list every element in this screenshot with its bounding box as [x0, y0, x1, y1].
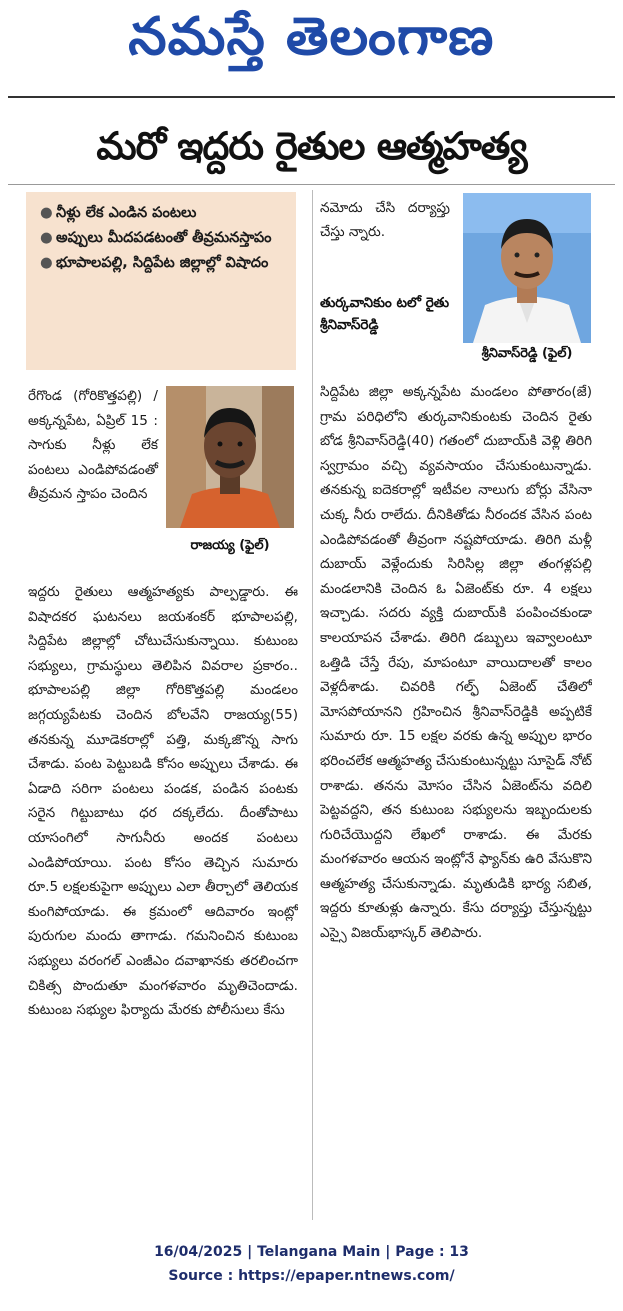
continuation-text: నమోదు చేసి దర్యాప్తు చేస్తు న్నారు. — [320, 200, 450, 240]
page-footer — [0, 1240, 623, 1288]
sub-heading: తుర్కవానికుం టలో రైతు శ్రీనివాస్‌రెడ్డి — [320, 295, 450, 333]
rajaiah-photo — [166, 386, 294, 528]
masthead-divider — [8, 96, 615, 98]
srinivas-photo-caption: శ్రీనివాస్‌రెడ్డి (ఫైల్‌) — [481, 346, 573, 361]
rajaiah-photo-caption: రాజయ్య (ఫైల్‌) — [190, 538, 270, 553]
column-divider — [312, 190, 313, 1220]
bullet-icon: ● — [40, 255, 53, 271]
footer-date-page: 16/04/2025 | Telangana Main | Page : 13 — [154, 1244, 469, 1260]
bullet-icon: ● — [40, 205, 53, 221]
article-headline: మరో ఇద్దరు రైతుల ఆత్మహత్య — [96, 124, 527, 168]
right-column-body: సిద్దిపేట జిల్లా అక్కన్నపేట మండలం పోతారం(జే) గ్రామ పరిధిలోని తుర్కవానికుంటకు చెందిన రైతు బోడ శ్రీనివాస్‌రెడ్డి(40) గతంలో దుబాయ్‌కి వెళ్లి తిరిగి స్వగ్రామం వచ్చి వ్యవసాయం చేసుకుంటున్నాడు. తనకున్న ఐదెకరాల్లో ఇటీవల నాలుగు బోర్లు వేసినా చుక్క నీరు రాలేదు. దీనికితోడు నీరందక వేసిన పంట ఎండిపోవడంతో తీవ్రంగా నష్టపోయాడు. తిరిగి మళ్లీ దుబాయ్‌ వెళ్లేందుకు సిరిసిల్ల జిల్లా తంగళ్లపల్లి మండలానికి చెందిన ఓ ఏజెంట్‌కు రూ. 4 లక్షలు ఇచ్చాడు. సదరు వ్యక్తి దుబాయ్‌కి పంపించకుండా కాలయాపన చేశాడు. తిరిగి డబ్బులు ఇవ్వాలంటూ ఒత్తిడి చేస్తే రేపు, మాపంటూ వాయిదాలతో కాలం వెళ్లదీశాడు. చివరికి గల్ఫ్‌ ఏజెంట్‌ చేతిలో మోసపోయానని గ్రహించిన శ్రీనివాస్‌రెడ్డికి అప్పటికే సుమారు రూ. 15 లక్షల వరకు ఉన్న అప్పుల భారం భరించలేక ఆత్మహత్య చేసుకుంటున్నట్టు సూసైడ్‌ నోట్‌ రాశాడు. తనను మోసం చేసిన ఏజెంట్‌ను వదిలి పెట్టవద్దని, తన కుటుంబ సభ్యులను ఇబ్బందులకు గురిచేయొద్దని లేఖలో రాశాడు. ఈ మేరకు మంగళవారం ఆయన ఇంట్లోనే ఫ్యాన్‌కు ఉరి వేసుకొని ఆత్మహత్య చేసుకున్నాడు. మృతుడికి భార్య సబిత, ఇద్దరు కూతుళ్లు ఉన్నారు. కేసు దర్యాప్తు చేస్తున్నట్టు ఎస్సై విజయ్‌భాస్కర్‌ తెలిపారు. — [320, 384, 592, 942]
headline-divider — [8, 184, 615, 185]
highlight-item: ● అప్పులు మీదపడటంతో తీవ్రమనస్తాపం — [40, 227, 288, 249]
masthead — [0, 0, 623, 90]
bullet-icon: ● — [40, 230, 53, 246]
highlights-box — [26, 192, 296, 370]
highlight-item: ● భూపాలపల్లి, సిద్దిపేట జిల్లాల్లో విషాదం — [40, 252, 288, 274]
highlight-item: ● నీళ్లు లేక ఎండిన పంటలు — [40, 202, 288, 224]
footer-source: Source : https://epaper.ntnews.com/ — [168, 1268, 455, 1284]
left-intro-text: రేగొండ (గోరికొత్తపల్లి) /అక్కన్నపేట, ఏప్రిల్‌ 15 : సాగుకు నీళ్లు లేక పంటలు ఎండిపోవడంతో తీవ్రమన స్తాపం చెందిన — [28, 388, 158, 503]
srinivas-photo — [463, 193, 591, 343]
newspaper-title: నమస్తే తెలంగాణ — [128, 6, 495, 67]
left-column-body: ఇద్దరు రైతులు ఆత్మహత్యకు పాల్పడ్డారు. ఈ విషాదకర ఘటనలు జయశంకర్‌ భూపాలపల్లి, సిద్దిపేట జిల్లాల్లో చోటుచేసుకున్నాయి. కుటుంబ సభ్యులు, గ్రామస్థులు తెలిపిన వివరాల ప్రకారం.. భూపాలపల్లి జిల్లా గోరికొత్తపల్లి మండలం జగ్గయ్యపేటకు చెందిన బోలవేని రాజయ్య(55) తనకున్న మూడెకరాల్లో పత్తి, మక్కజొన్న సాగు చేశాడు. పంట పెట్టుబడి కోసం అప్పులు చేశాడు. ఈ ఏడాది సరిగా పంటలు పండక, పండిన పంటకు సరైన గిట్టుబాటు ధర దక్కలేదు. దీంతోపాటు యాసంగిలో సాగునీరు అందక పంటలు ఎండిపోయాయి. పంట కోసం తెచ్చిన సుమారు రూ.5 లక్షలకుపైగా అప్పులు ఎలా తీర్చాలో తెలియక కుంగిపోయాడు. ఈ క్రమంలో ఆదివారం ఇంట్లో పురుగుల మందు తాగాడు. గమనించిన కుటుంబ సభ్యులు వరంగల్‌ ఎంజీఎం దవాఖానకు తరలించగా చికిత్స పొందుతూ మంగళవారం మృతిచెందాడు. కుటుంబ సభ్యుల ఫిర్యాదు మేరకు పోలీసులు కేసు — [28, 584, 298, 1019]
